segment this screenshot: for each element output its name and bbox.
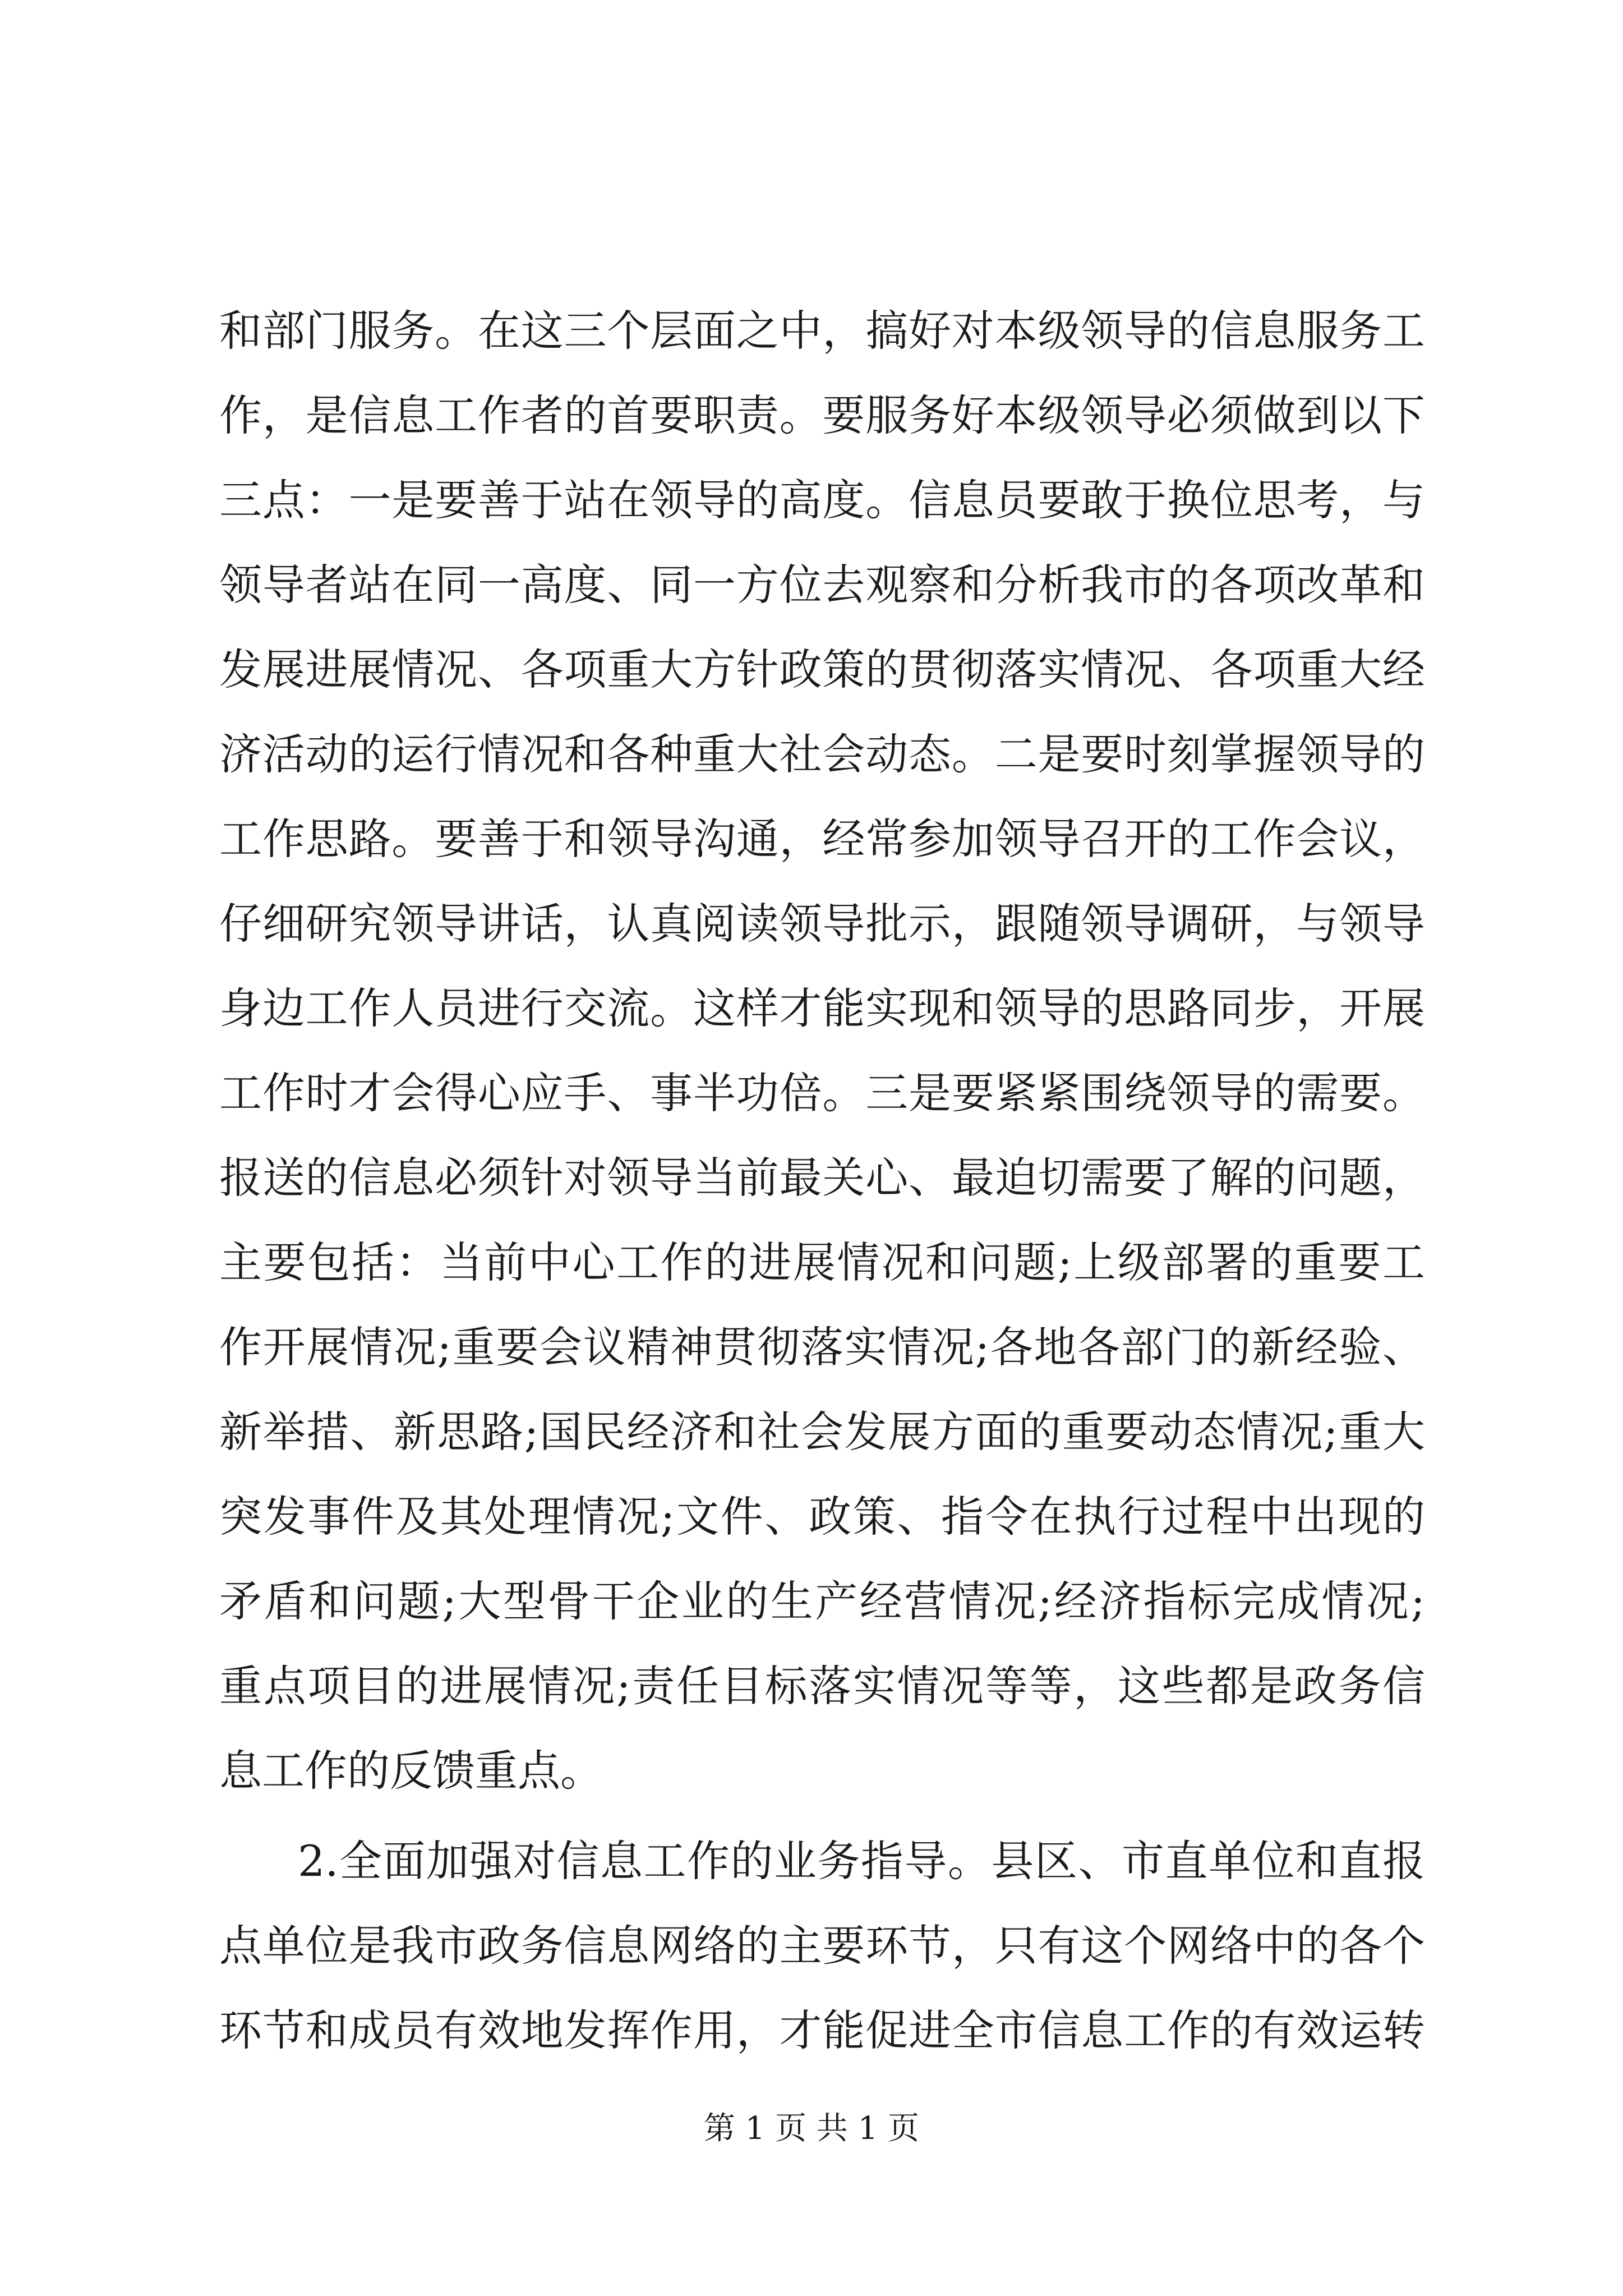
text-line: 主要包括：当前中心工作的进展情况和问题;上级部署的重要工: [219, 1237, 1425, 1287]
text-line: 和部门服务。在这三个层面之中，搞好对本级领导的信息服务工: [219, 306, 1425, 356]
text-line: 领导者站在同一高度、同一方位去观察和分析我市的各项改革和: [219, 560, 1425, 610]
text-line: 环节和成员有效地发挥作用，才能促进全市信息工作的有效运转: [219, 2005, 1425, 2055]
text-line: 仔细研究领导讲话，认真阅读领导批示，跟随领导调研，与领导: [219, 899, 1425, 949]
text-line: 三点：一是要善于站在领导的高度。信息员要敢于换位思考，与: [219, 475, 1425, 525]
text-line: 矛盾和问题;大型骨干企业的生产经营情况;经济指标完成情况;: [219, 1576, 1425, 1626]
text-line: 重点项目的进展情况;责任目标落实情况等等，这些都是政务信: [219, 1661, 1425, 1711]
text-line: 新举措、新思路;国民经济和社会发展方面的重要动态情况;重大: [219, 1407, 1425, 1457]
text-line: 报送的信息必须针对领导当前最关心、最迫切需要了解的问题，: [219, 1153, 1425, 1203]
text-line: 济活动的运行情况和各种重大社会动态。二是要时刻掌握领导的: [219, 729, 1425, 779]
text-line: 工作思路。要善于和领导沟通，经常参加领导召开的工作会议，: [219, 814, 1425, 864]
text-line: 作开展情况;重要会议精神贯彻落实情况;各地各部门的新经验、: [219, 1322, 1425, 1372]
text-line: 突发事件及其处理情况;文件、政策、指令在执行过程中出现的: [219, 1492, 1425, 1542]
text-line: 息工作的反馈重点。: [219, 1746, 603, 1796]
page-footer: [0, 2106, 1623, 2151]
text-line: 身边工作人员进行交流。这样才能实现和领导的思路同步，开展: [219, 983, 1425, 1033]
text-line: 发展进展情况、各项重大方针政策的贯彻落实情况、各项重大经: [219, 645, 1425, 694]
text-line: 点单位是我市政务信息网络的主要环节，只有这个网络中的各个: [219, 1921, 1425, 1971]
text-line: 作，是信息工作者的首要职责。要服务好本级领导必须做到以下: [219, 390, 1425, 440]
page-number: 第 1 页 共 1 页: [703, 2110, 920, 2147]
text-line: 2.全面加强对信息工作的业务指导。县区、市直单位和直报: [298, 1836, 1425, 1886]
text-line: 工作时才会得心应手、事半功倍。三是要紧紧围绕领导的需要。: [219, 1068, 1425, 1118]
